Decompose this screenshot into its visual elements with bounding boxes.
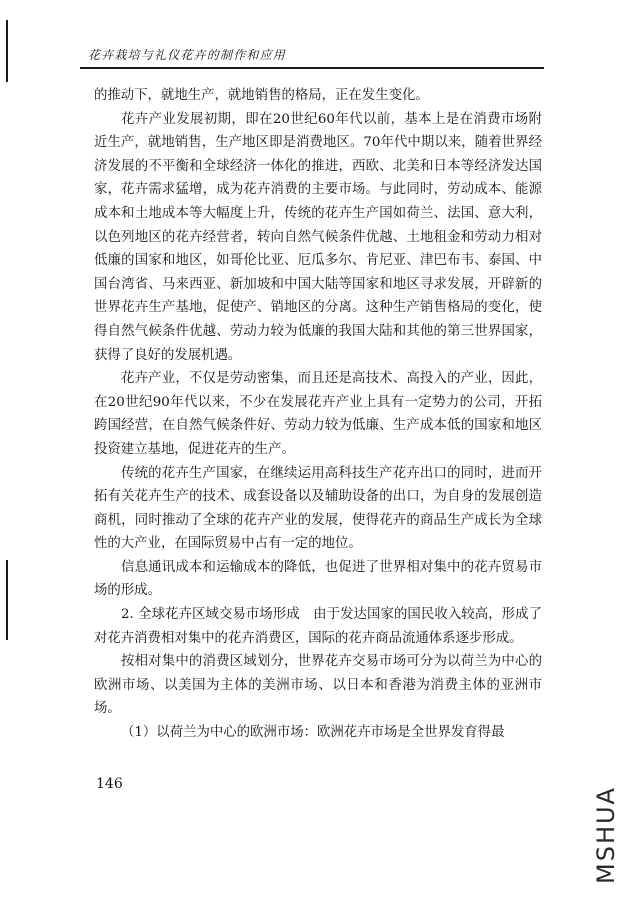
paragraph-section-heading: 2. 全球花卉区域交易市场形成 由于发达国家的国民收入较高，形成了对花卉消费相对集中的花卉消费区，国际的花卉商品流通体系逐步形成。 [94,607,542,646]
paragraph: 按相对集中的消费区域划分，世界花卉交易市场可分为以荷兰为中心的欧洲市场、以美国为主体的美洲市场、以日本和香港为消费主体的亚洲市场。 [94,654,542,717]
paragraph: 花卉产业发展初期，即在20世纪60年代以前，基本上是在消费市场附近生产，就地销售，生产地区即是消费地区。70年代中期以来，随着世界经济发展的不平衡和全球经济一体化的推进，西欧、北美和日本等经济发达国家，花卉需求猛增，成为花卉消费的主要市场。与此同时，劳动成本、能源成本和土地成本等大幅度上升，传统的花卉生产国如荷兰、法国、意大利，以色列地区的花卉经营者，转向自然气候条件优越、土地租金和劳动力相对低廉的国家和地区，如哥伦比亚、厄瓜多尔、肯尼亚、津巴布韦、泰国、中国台湾省、马来西亚、新加坡和中国大陆等国家和地区寻求发展，开辟新的世界花卉生产基地，促使产、销地区的分离。这种生产销售格局的变化，使得自然气候条件优越、劳动力较为低廉的我国大陆和其他的第三世界国家，获得了良好的发展机遇。 [94,111,542,363]
page-edge-bar-top [6,20,8,82]
watermark-text: MSHUA [592,786,620,884]
running-header-title: 花卉栽培与礼仪花卉的制作和应用 [88,48,287,62]
page-edge-bar-bottom [6,560,8,640]
paragraph-subsection: （1）以荷兰为中心的欧洲市场：欧洲花卉市场是全世界发育得最 [121,725,505,741]
paragraph-continuation: 的推动下，就地生产，就地销售的格局，正在发生变化。 [94,88,429,103]
header-rule [80,67,544,69]
page-number: 146 [96,776,123,792]
paragraph: 传统的花卉生产国家，在继续运用高科技生产花卉出口的同时，进而开拓有关花卉生产的技术、成套设备以及辅助设备的出口，为自身的发展创造商机，同时推动了全球的花卉产业的发展，使得花卉的商品生产成长为全球性的大产业，在国际贸易中占有一定的地位。 [94,465,542,552]
paragraph: 信息通讯成本和运输成本的降低，也促进了世界相对集中的花卉贸易市场的形成。 [94,559,542,599]
body-text [94,84,542,745]
paragraph: 花卉产业，不仅是劳动密集，而且还是高技术、高投入的产业，因此，在20世纪90年代以来，不少在发展花卉产业上具有一定势力的公司，开拓跨国经营，在自然气候条件好、劳动力较为低廉、生产成本低的国家和地区投资建立基地，促进花卉的生产。 [94,371,542,457]
watermark [592,780,620,890]
